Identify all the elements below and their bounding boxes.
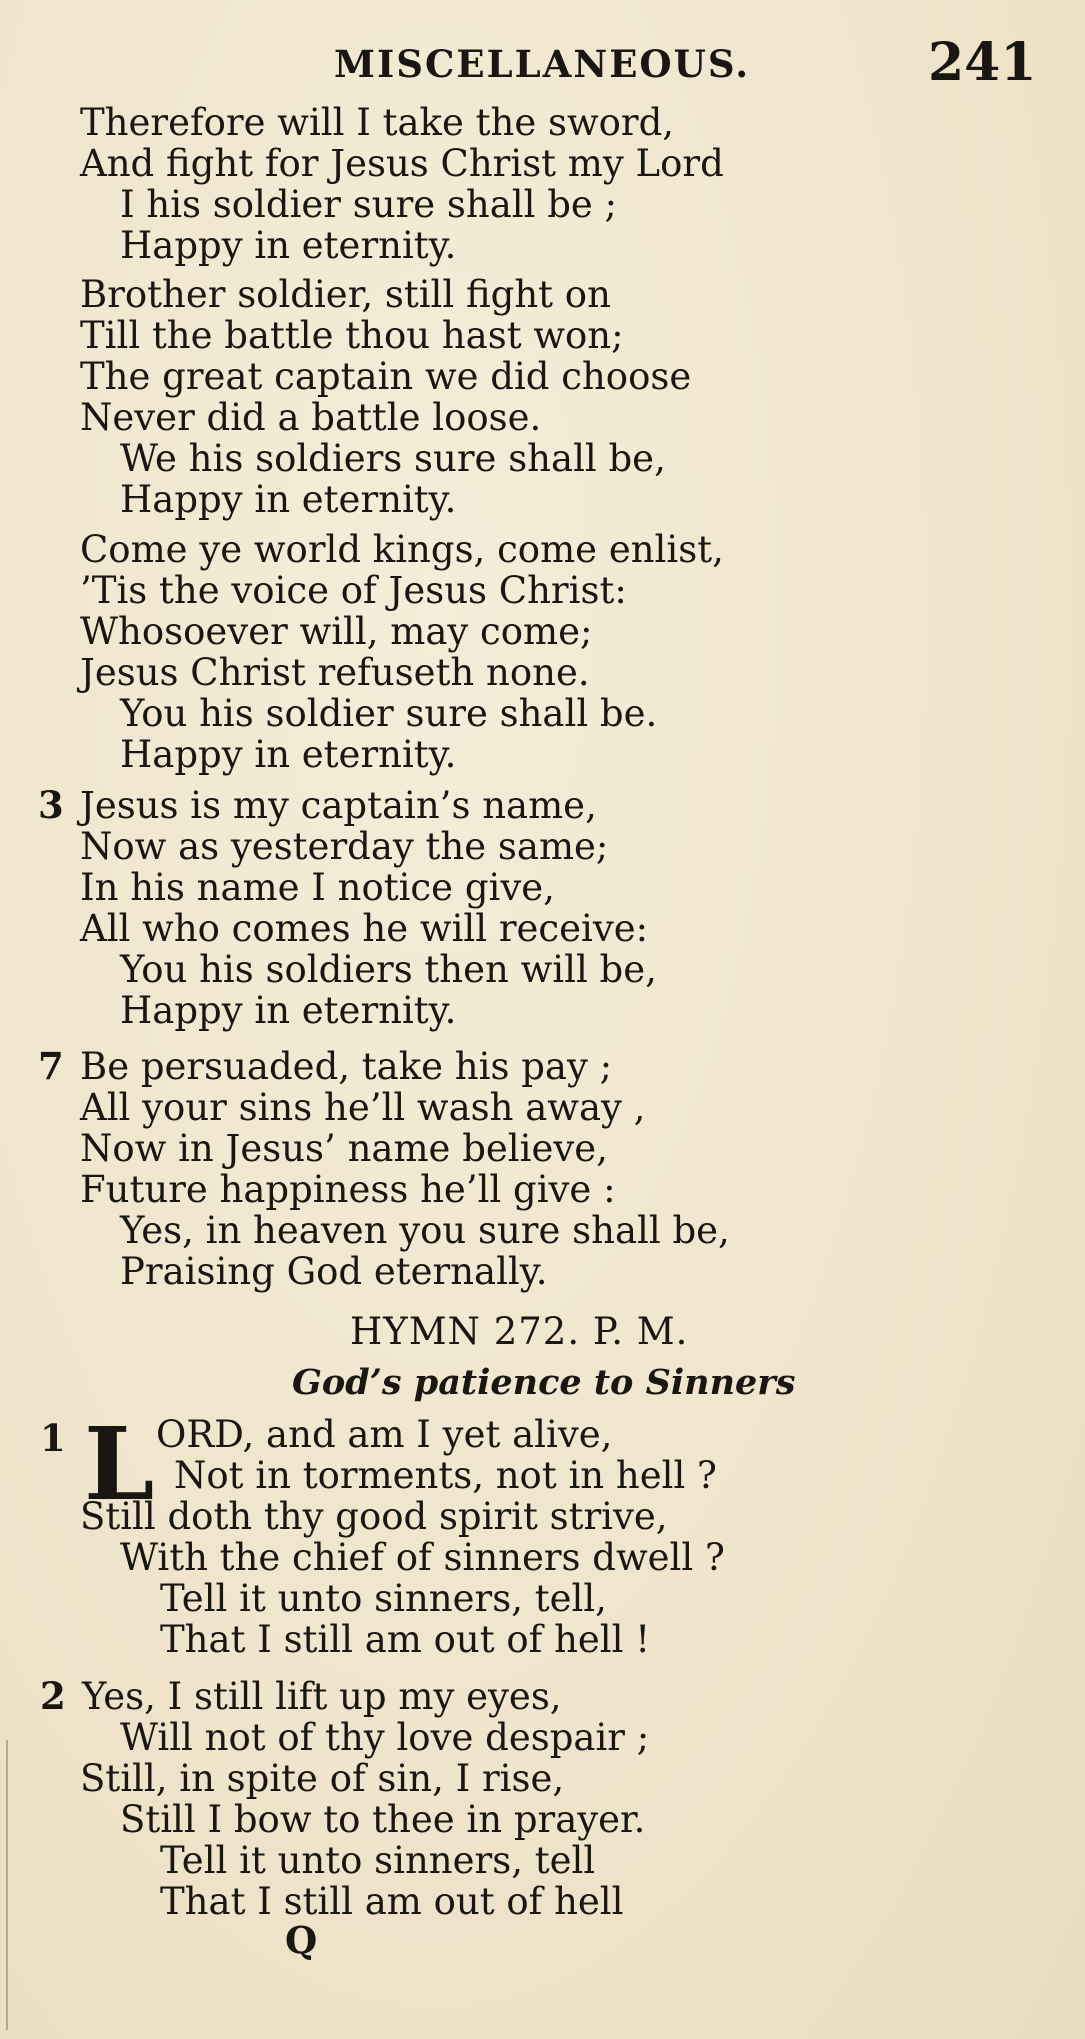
verse-line: Never did a battle loose. xyxy=(80,396,542,439)
verse-line: Will not of thy love despair ; xyxy=(120,1716,650,1759)
verse-line: Tell it unto sinners, tell, xyxy=(160,1577,607,1620)
verse-line: Now in Jesus’ name believe, xyxy=(80,1127,608,1170)
verse-line: All your sins he’ll wash away , xyxy=(80,1086,646,1129)
verse-line: Be persuaded, take his pay ; xyxy=(80,1045,613,1088)
verse-line: Now as yesterday the same; xyxy=(80,825,609,868)
verse-line: That I still am out of hell ! xyxy=(160,1618,651,1661)
verse-line: You his soldier sure shall be. xyxy=(120,692,658,735)
verse-line: Still doth thy good spirit strive, xyxy=(80,1495,668,1538)
page-edge-shadow xyxy=(6,1740,8,2030)
verse-line: Future happiness he’ll give : xyxy=(80,1168,616,1211)
verse-line: Still I bow to thee in prayer. xyxy=(120,1798,646,1841)
signature-mark: Q xyxy=(285,1918,318,1962)
verse-line: Jesus is my captain’s name, xyxy=(80,784,597,827)
verse-number: 1 xyxy=(40,1416,66,1460)
verse-line: Come ye world kings, come enlist, xyxy=(80,528,724,571)
verse-number: 3 xyxy=(38,783,64,827)
verse-line: Still, in spite of sin, I rise, xyxy=(80,1757,565,1800)
verse-line: Happy in eternity. xyxy=(120,478,457,521)
verse-line: Tell it unto sinners, tell xyxy=(160,1839,596,1882)
verse-line: The great captain we did choose xyxy=(80,355,692,398)
verse-line: That I still am out of hell xyxy=(160,1880,624,1923)
verse-line: Happy in eternity. xyxy=(120,224,457,267)
verse-line: Till the battle thou hast won; xyxy=(80,314,624,357)
verse-line: Whosoever will, may come; xyxy=(80,610,593,653)
verse-line: ORD, and am I yet alive, xyxy=(156,1413,613,1456)
verse-line: Jesus Christ refuseth none. xyxy=(80,651,590,694)
verse-line: We his soldiers sure shall be, xyxy=(120,437,666,480)
verse-line: Not in torments, not in hell ? xyxy=(174,1454,717,1497)
hymn-title: HYMN 272. P. M. xyxy=(350,1310,689,1353)
verse-line: With the chief of sinners dwell ? xyxy=(120,1536,725,1579)
verse-line: Praising God eternally. xyxy=(120,1250,548,1293)
verse-line: Yes, in heaven you sure shall be, xyxy=(120,1209,730,1252)
verse-line: Yes, I still lift up my eyes, xyxy=(82,1675,562,1718)
verse-line: Happy in eternity. xyxy=(120,989,457,1032)
verse-line: All who comes he will receive: xyxy=(80,907,649,950)
verse-line: I his soldier sure shall be ; xyxy=(120,183,618,226)
page-number: 241 xyxy=(928,32,1037,93)
verse-number: 7 xyxy=(38,1044,64,1088)
drop-cap: L xyxy=(84,1405,155,1523)
verse-line: Happy in eternity. xyxy=(120,733,457,776)
running-header: MISCELLANEOUS. xyxy=(334,42,751,86)
verse-line: And fight for Jesus Christ my Lord xyxy=(80,142,724,185)
verse-line: In his name I notice give, xyxy=(80,866,555,909)
verse-number: 2 xyxy=(40,1674,66,1718)
verse-line: Therefore will I take the sword, xyxy=(80,101,675,144)
verse-line: You his soldiers then will be, xyxy=(120,948,657,991)
verse-line: Brother soldier, still fight on xyxy=(80,273,611,316)
verse-line: ’Tis the voice of Jesus Christ: xyxy=(80,569,627,612)
hymn-subtitle: God’s patience to Sinners xyxy=(292,1362,796,1403)
